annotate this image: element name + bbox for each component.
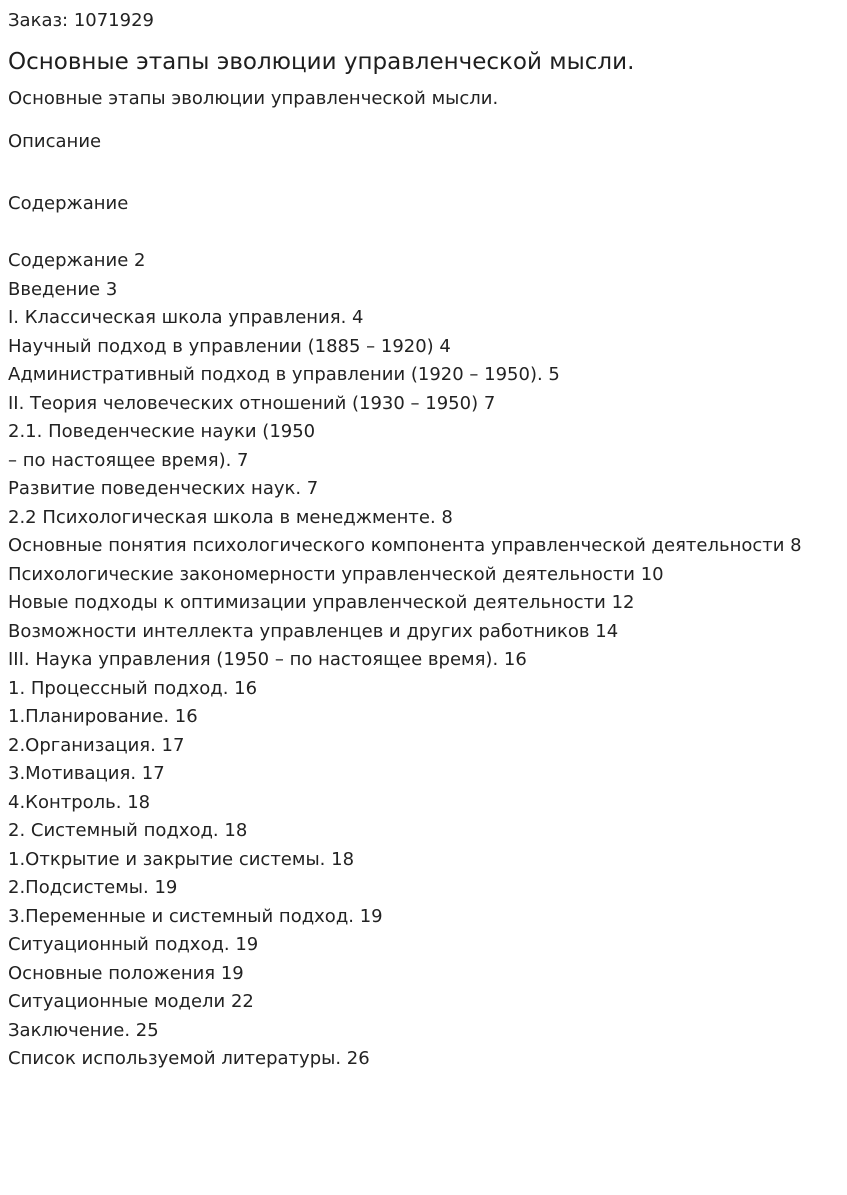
toc-item: 2.Подсистемы. 19 <box>8 877 178 898</box>
toc-item: III. Наука управления (1950 – по настоящее время). 16 <box>8 649 527 670</box>
toc-item: 3.Мотивация. 17 <box>8 763 165 784</box>
toc-item: Содержание 2 <box>8 250 146 271</box>
table-of-contents <box>8 247 839 1074</box>
toc-item: Развитие поведенческих наук. 7 <box>8 478 319 499</box>
toc-item: Ситуационные модели 22 <box>8 991 254 1012</box>
toc-item: Основные понятия психологического компонента управленческой деятельности 8 <box>8 535 802 556</box>
toc-item: Новые подходы к оптимизации управленческой деятельности 12 <box>8 592 635 613</box>
toc-item: Заключение. 25 <box>8 1019 159 1041</box>
toc-item: Возможности интеллекта управленцев и других работников 14 <box>8 620 619 642</box>
toc-item: 2. Системный подход. 18 <box>8 820 248 841</box>
toc-item: 2.2 Психологическая школа в менеджменте. 8 <box>8 506 453 528</box>
contents-heading: Содержание <box>8 193 129 214</box>
description-heading: Описание <box>8 131 102 152</box>
toc-item: Психологические закономерности управленческой деятельности 10 <box>8 563 664 585</box>
toc-item: 2.1. Поведенческие науки (1950 <box>8 421 316 442</box>
page-subtitle: Основные этапы эволюции управленческой мысли. <box>8 88 499 109</box>
toc-item: 4.Контроль. 18 <box>8 791 151 813</box>
toc-item: 1. Процессный подход. 16 <box>8 677 258 699</box>
toc-item: 3.Переменные и системный подход. 19 <box>8 905 383 927</box>
toc-item: I. Классическая школа управления. 4 <box>8 307 364 328</box>
toc-item: 1.Открытие и закрытие системы. 18 <box>8 848 355 870</box>
toc-item: 2.Организация. 17 <box>8 734 185 756</box>
toc-item: 1.Планирование. 16 <box>8 706 198 727</box>
toc-item: Введение 3 <box>8 278 118 300</box>
order-number: Заказ: 1071929 <box>8 10 154 31</box>
toc-item: Научный подход в управлении (1885 – 1920) 4 <box>8 335 451 357</box>
toc-item: Административный подход в управлении (1920 – 1950). 5 <box>8 364 560 385</box>
toc-item: II. Теория человеческих отношений (1930 – 1950) 7 <box>8 392 496 414</box>
toc-item: Список используемой литературы. 26 <box>8 1048 370 1069</box>
toc-item: Ситуационный подход. 19 <box>8 934 259 955</box>
toc-item: Основные положения 19 <box>8 962 244 984</box>
toc-item: – по настоящее время). 7 <box>8 449 249 471</box>
page-title: Основные этапы эволюции управленческой мысли. <box>8 49 635 75</box>
